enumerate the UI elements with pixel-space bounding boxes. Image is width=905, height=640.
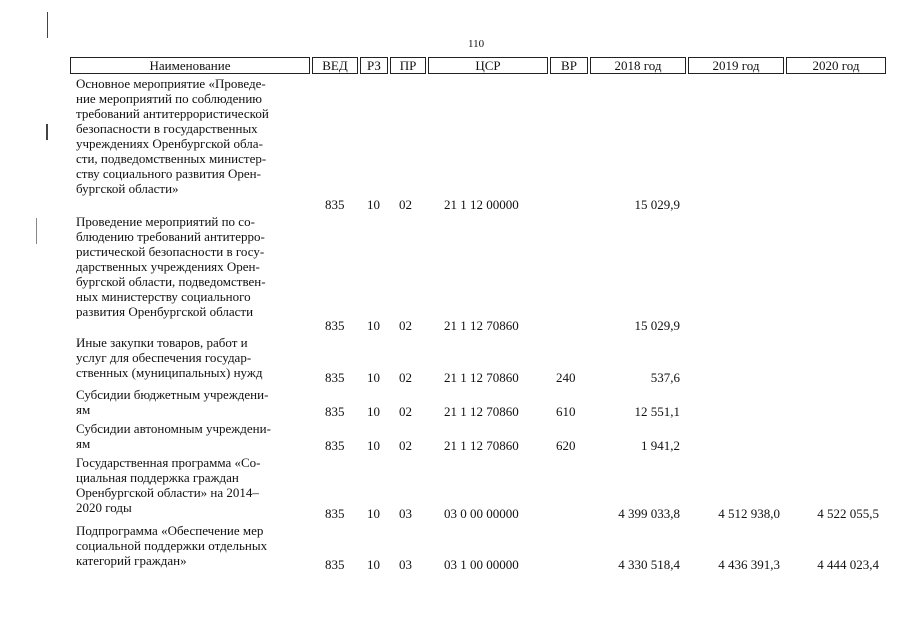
- row-rz: 10: [367, 197, 380, 212]
- header-csr: ЦСР: [428, 57, 548, 74]
- row-2018: 12 551,1: [634, 404, 680, 419]
- row-ved: 835: [325, 318, 345, 333]
- row-pr: 02: [399, 197, 412, 212]
- row-csr: 21 1 12 00000: [444, 197, 519, 212]
- row-name: Иные закупки товаров, работ и услуг для обеспечения государ- ственных (муниципальных) нужд: [76, 335, 263, 380]
- row-csr: 21 1 12 70860: [444, 438, 519, 453]
- row-2018: 4 399 033,8: [618, 506, 680, 521]
- row-pr: 02: [399, 318, 412, 333]
- row-name: Субсидии автономным учреждени- ям: [76, 421, 271, 451]
- row-rz: 10: [367, 506, 380, 521]
- row-2019: 4 512 938,0: [718, 506, 780, 521]
- row-ved: 835: [325, 197, 345, 212]
- row-2018: 537,6: [650, 370, 680, 385]
- row-rz: 10: [367, 318, 380, 333]
- row-rz: 10: [367, 557, 380, 572]
- row-2019: 4 436 391,3: [718, 557, 780, 572]
- row-name: Основное мероприятие «Проведе- ние мероприятий по соблюдению требований антитеррористической безопасности в государственных учреждениях Оренбургской обла- сти, подведомственных министер- ству социального развития Орен- бургской области»: [76, 76, 269, 196]
- header-pr: ПР: [390, 57, 426, 74]
- scan-mark: [36, 218, 37, 244]
- row-2018: 15 029,9: [634, 318, 680, 333]
- row-name: Проведение мероприятий по со- блюдению требований антитерро- ристической безопасности в госу- дарственных учреждениях Орен- бургской области, подведомствен- ных министерству социального развития Оренбургской области: [76, 214, 266, 319]
- row-rz: 10: [367, 404, 380, 419]
- row-name: Подпрограмма «Обеспечение мер социальной поддержки отдельных категорий граждан»: [76, 523, 268, 568]
- row-rz: 10: [367, 438, 380, 453]
- row-2020: 4 522 055,5: [817, 506, 879, 521]
- row-pr: 03: [399, 506, 412, 521]
- page-number: 110: [468, 38, 485, 50]
- row-csr: 21 1 12 70860: [444, 318, 519, 333]
- scan-mark: [47, 12, 48, 38]
- row-vr: 610: [556, 404, 576, 419]
- header-ved: ВЕД: [312, 57, 358, 74]
- row-pr: 02: [399, 370, 412, 385]
- row-csr: 21 1 12 70860: [444, 370, 519, 385]
- row-csr: 03 0 00 00000: [444, 506, 519, 521]
- header-2018: 2018 год: [590, 57, 686, 74]
- row-ved: 835: [325, 506, 345, 521]
- row-ved: 835: [325, 404, 345, 419]
- row-2018: 1 941,2: [641, 438, 680, 453]
- row-pr: 02: [399, 404, 412, 419]
- header-rz: РЗ: [360, 57, 388, 74]
- row-2018: 4 330 518,4: [618, 557, 680, 572]
- row-pr: 02: [399, 438, 412, 453]
- row-2018: 15 029,9: [634, 197, 680, 212]
- row-ved: 835: [325, 370, 345, 385]
- header-name: Наименование: [70, 57, 310, 74]
- scan-mark: [46, 124, 48, 140]
- row-name: Государственная программа «Со- циальная поддержка граждан Оренбургской области» на 2014– 2020 годы: [76, 455, 261, 515]
- header-vr: ВР: [550, 57, 588, 74]
- row-name: Субсидии бюджетным учреждени- ям: [76, 387, 269, 417]
- row-2020: 4 444 023,4: [817, 557, 879, 572]
- row-vr: 620: [556, 438, 576, 453]
- row-vr: 240: [556, 370, 576, 385]
- header-2019: 2019 год: [688, 57, 784, 74]
- row-csr: 03 1 00 00000: [444, 557, 519, 572]
- header-2020: 2020 год: [786, 57, 886, 74]
- row-rz: 10: [367, 370, 380, 385]
- row-ved: 835: [325, 557, 345, 572]
- row-ved: 835: [325, 438, 345, 453]
- row-pr: 03: [399, 557, 412, 572]
- row-csr: 21 1 12 70860: [444, 404, 519, 419]
